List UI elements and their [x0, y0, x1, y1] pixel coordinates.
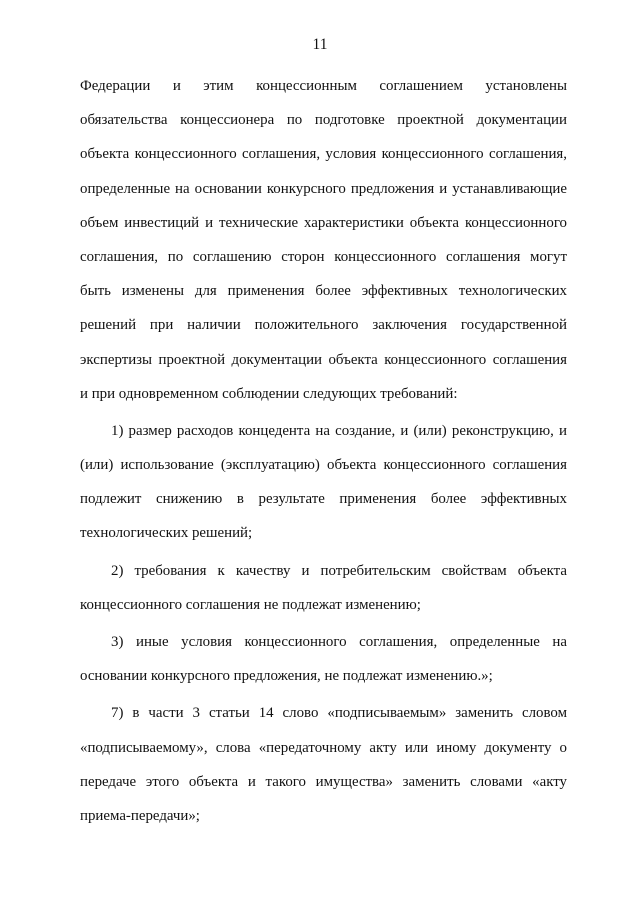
text-line: подлежит снижению в результате применения более эффективных — [80, 491, 567, 508]
paragraph-item-1 — [80, 421, 567, 558]
text-line: и при одновременном соблюдении следующих требований: — [80, 385, 458, 402]
text-line: 2) требования к качеству и потребительским свойствам объекта — [111, 562, 567, 579]
text-line: приема-передачи»; — [80, 807, 200, 824]
paragraph-item-2 — [80, 561, 567, 629]
paragraph-continuation — [80, 76, 567, 418]
page-number: 11 — [312, 36, 328, 53]
text-line: решений при наличии положительного заключения государственной — [80, 317, 567, 334]
text-line: объекта концессионного соглашения, условия концессионного соглашения, — [80, 146, 567, 163]
text-line: 1) размер расходов концедента на создание, и (или) реконструкцию, и — [111, 422, 567, 439]
text-line: быть изменены для применения более эффективных технологических — [80, 283, 567, 300]
text-line: 7) в части 3 статьи 14 слово «подписываемым» заменить словом — [111, 705, 567, 722]
text-line: определенные на основании конкурсного предложения и устанавливающие — [80, 180, 567, 197]
text-line: экспертизы проектной документации объекта концессионного соглашения — [80, 351, 567, 368]
text-line: «подписываемому», слова «передаточному акту или иному документу о — [80, 739, 567, 756]
paragraph-item-3 — [80, 632, 567, 700]
text-line: 3) иные условия концессионного соглашения, определенные на — [111, 634, 567, 650]
text-line: передаче этого объекта и такого имущества» заменить словами «акту — [80, 773, 567, 790]
text-line: концессионного соглашения не подлежат изменению; — [80, 596, 421, 613]
text-line: объем инвестиций и технические характеристики объекта концессионного — [80, 214, 567, 231]
text-line: основании конкурсного предложения, не подлежат изменению.»; — [80, 668, 493, 685]
text-line: (или) использование (эксплуатацию) объекта концессионного соглашения — [80, 457, 567, 474]
text-line: Федерации и этим концессионным соглашением установлены — [80, 78, 567, 94]
document-body — [80, 76, 567, 840]
text-line: обязательства концессионера по подготовке проектной документации — [80, 112, 567, 129]
paragraph-item-7 — [80, 703, 567, 840]
text-line: технологических решений; — [80, 525, 253, 542]
text-line: соглашения, по соглашению сторон концессионного соглашения могут — [80, 248, 567, 265]
